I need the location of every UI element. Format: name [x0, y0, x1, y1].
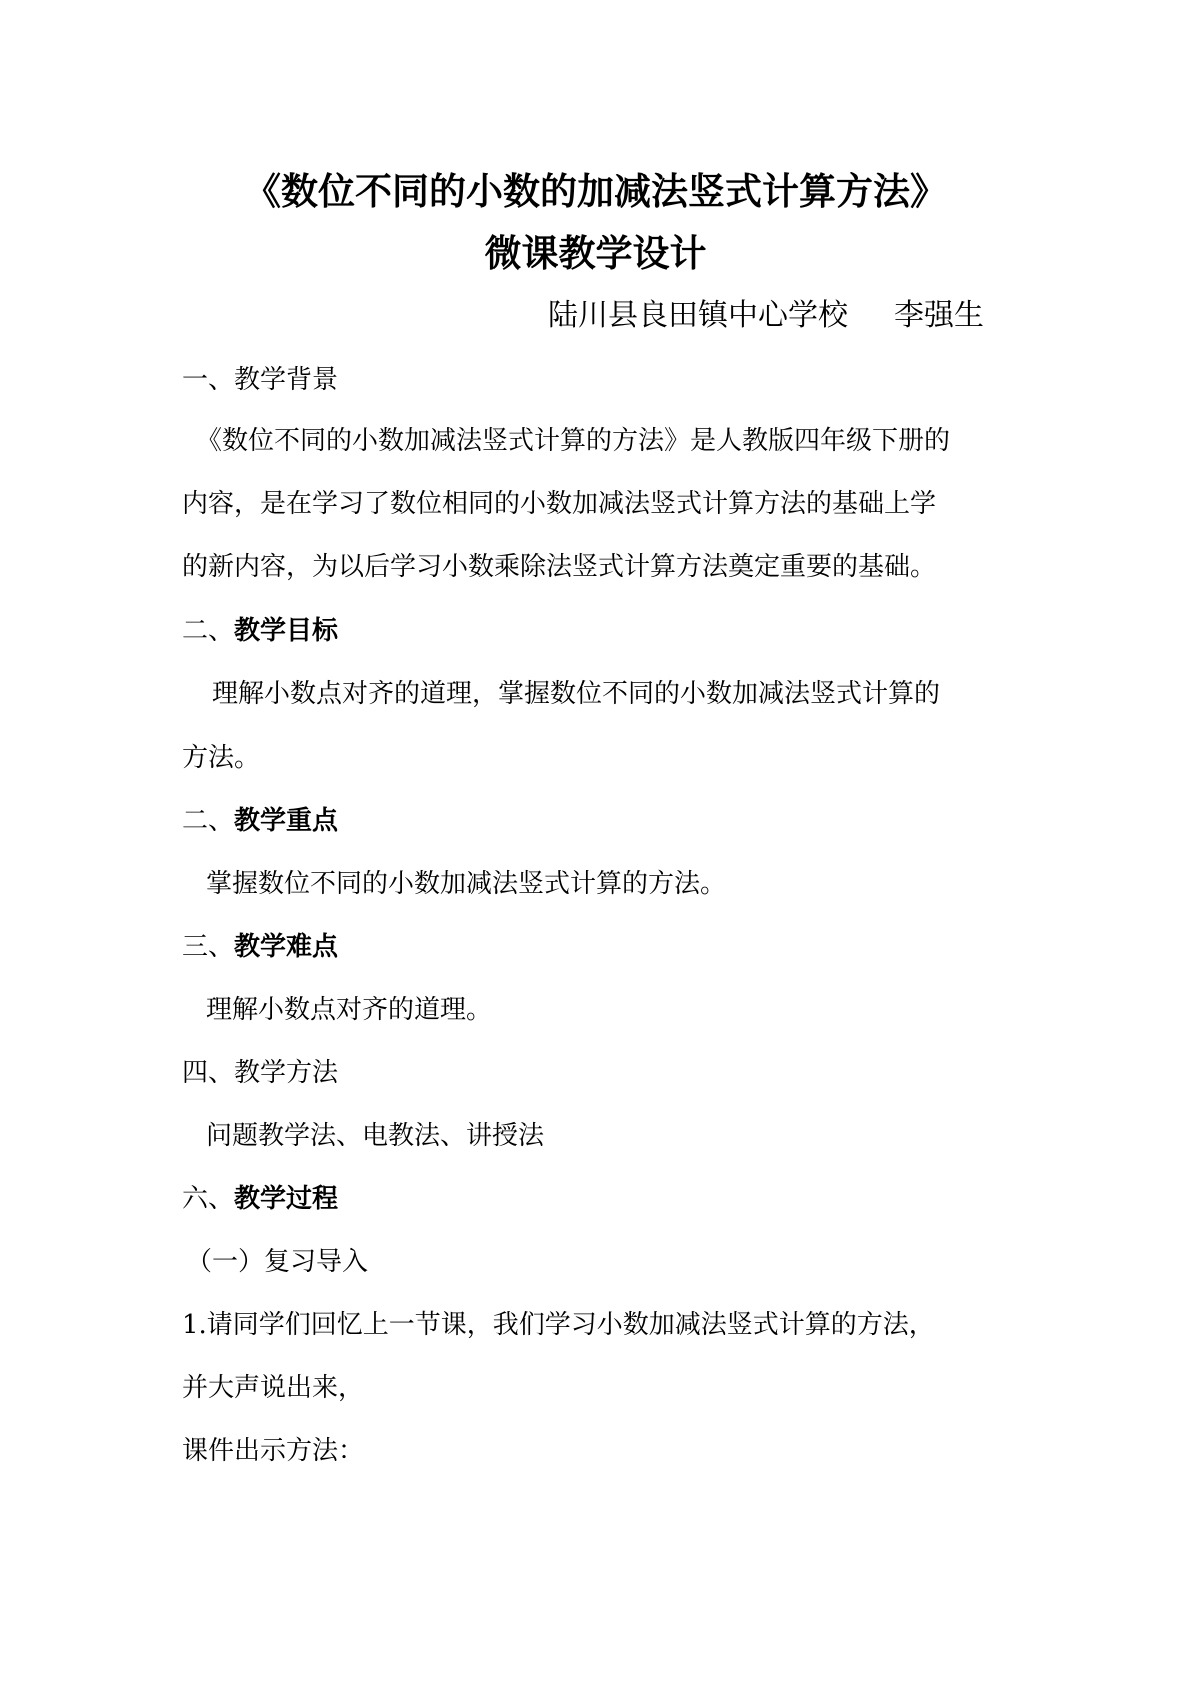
paragraph-line: 内容，是在学习了数位相同的小数加减法竖式计算方法的基础上学 [182, 489, 937, 519]
section-number: 三、 [182, 932, 235, 962]
section-heading-key-points [182, 803, 338, 839]
section-heading-background [182, 362, 338, 398]
paragraph-line: 并大声说出来， [182, 1373, 365, 1403]
section-heading-difficulties [182, 929, 338, 965]
author-name: 李强生 [894, 298, 984, 333]
section-title: 教学过程 [234, 1184, 339, 1214]
section-heading-objectives [182, 613, 338, 649]
author-line [548, 296, 984, 336]
section-title: 教学难点 [234, 932, 339, 962]
paragraph-line: 理解小数点对齐的道理，掌握数位不同的小数加减法竖式计算的 [212, 679, 941, 709]
document-subtitle: 微课教学设计 [484, 232, 707, 275]
paragraph-line: 课件出示方法： [182, 1436, 365, 1466]
paragraph-line: 《数位不同的小数加减法竖式计算的方法》是人教版四年级下册的 [196, 426, 951, 456]
subsection-heading: （一）复习导入 [186, 1247, 369, 1277]
paragraph-line: 方法。 [182, 743, 261, 773]
paragraph-line: 的新内容，为以后学习小数乘除法竖式计算方法奠定重要的基础。 [182, 552, 937, 582]
section-title: 教学方法 [234, 1058, 339, 1088]
section-number: 一、 [182, 365, 235, 395]
section-heading-methods [182, 1055, 338, 1091]
section-heading-process [182, 1181, 338, 1217]
section-title: 教学重点 [234, 806, 339, 836]
section-title: 教学背景 [234, 365, 339, 395]
paragraph-line: 理解小数点对齐的道理。 [206, 995, 493, 1025]
section-number: 四、 [182, 1058, 235, 1088]
paragraph-line: 1.请同学们回忆上一节课，我们学习小数加减法竖式计算的方法， [182, 1310, 935, 1340]
section-number: 二、 [182, 616, 235, 646]
document-title: 《数位不同的小数的加减法竖式计算方法》 [244, 170, 947, 213]
author-school: 陆川县良田镇中心学校 [548, 298, 848, 333]
paragraph-line: 问题教学法、电教法、讲授法 [206, 1121, 545, 1151]
paragraph-line: 掌握数位不同的小数加减法竖式计算的方法。 [206, 869, 727, 899]
section-number: 二、 [182, 806, 235, 836]
section-number: 六、 [182, 1184, 235, 1214]
section-title: 教学目标 [234, 616, 339, 646]
